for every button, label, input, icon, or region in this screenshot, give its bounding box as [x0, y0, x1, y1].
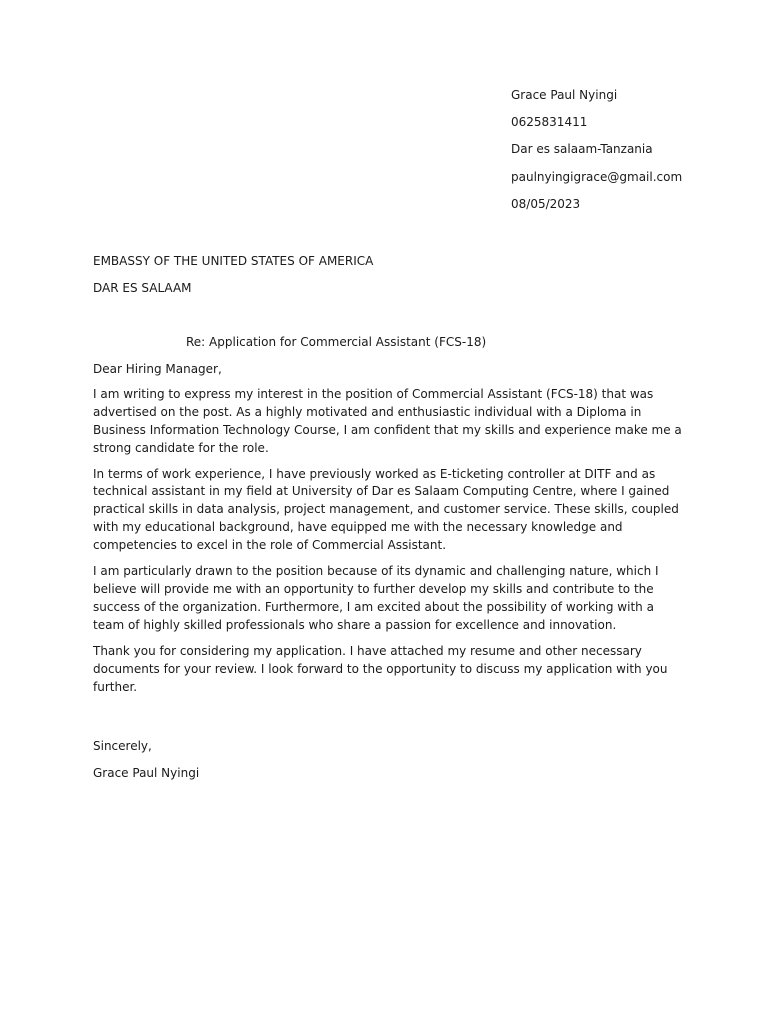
letter-body	[93, 361, 683, 704]
signature-name: Grace Paul Nyingi	[93, 766, 200, 780]
closing-block	[93, 737, 199, 791]
sender-name: Grace Paul Nyingi	[511, 88, 618, 102]
letter-date: 08/05/2023	[511, 196, 581, 211]
recipient-address-block	[93, 252, 373, 306]
body-paragraph-thanks: Thank you for considering my application. I have attached my resume and other necessary documents for your review. I look forward to the opportunity to discuss my application with you further.	[93, 643, 668, 694]
sender-location: Dar es salaam-Tanzania	[511, 142, 653, 157]
recipient-city: DAR ES SALAAM	[93, 281, 192, 295]
sender-email: paulnyingigrace@gmail.com	[511, 169, 683, 184]
body-paragraph-experience: In terms of work experience, I have previously worked as E-ticketing controller at DITF and as technical assistant in my field at University of Dar es Salaam Computing Centre, where I gained practical skills in data analysis, project management, and customer service. These skills, coupled with my educational background, have equipped me with the necessary knowledge and competencies to excel in the role of Commercial Assistant.	[93, 466, 679, 553]
sender-phone: 0625831411	[511, 115, 588, 130]
valediction: Sincerely,	[93, 739, 152, 753]
salutation: Dear Hiring Manager,	[93, 362, 222, 376]
subject-line: Re: Application for Commercial Assistant (FCS-18)	[186, 335, 487, 349]
recipient-organization: EMBASSY OF THE UNITED STATES OF AMERICA	[93, 254, 374, 268]
body-paragraph-motivation: I am particularly drawn to the position because of its dynamic and challenging nature, which I believe will provide me with an opportunity to further develop my skills and contribute to the success of the organization. Furthermore, I am excited about the possibility of working with a team of highly skilled professionals who share a passion for excellence and innovation.	[93, 564, 659, 632]
sender-address-block	[511, 86, 751, 222]
body-paragraph-intro: I am writing to express my interest in the position of Commercial Assistant (FCS-18) that was advertised on the post. As a highly motivated and enthusiastic individual with a Diploma in Business Information Technology Course, I am confident that my skills and experience make me a strong candidate for the role.	[93, 386, 682, 455]
